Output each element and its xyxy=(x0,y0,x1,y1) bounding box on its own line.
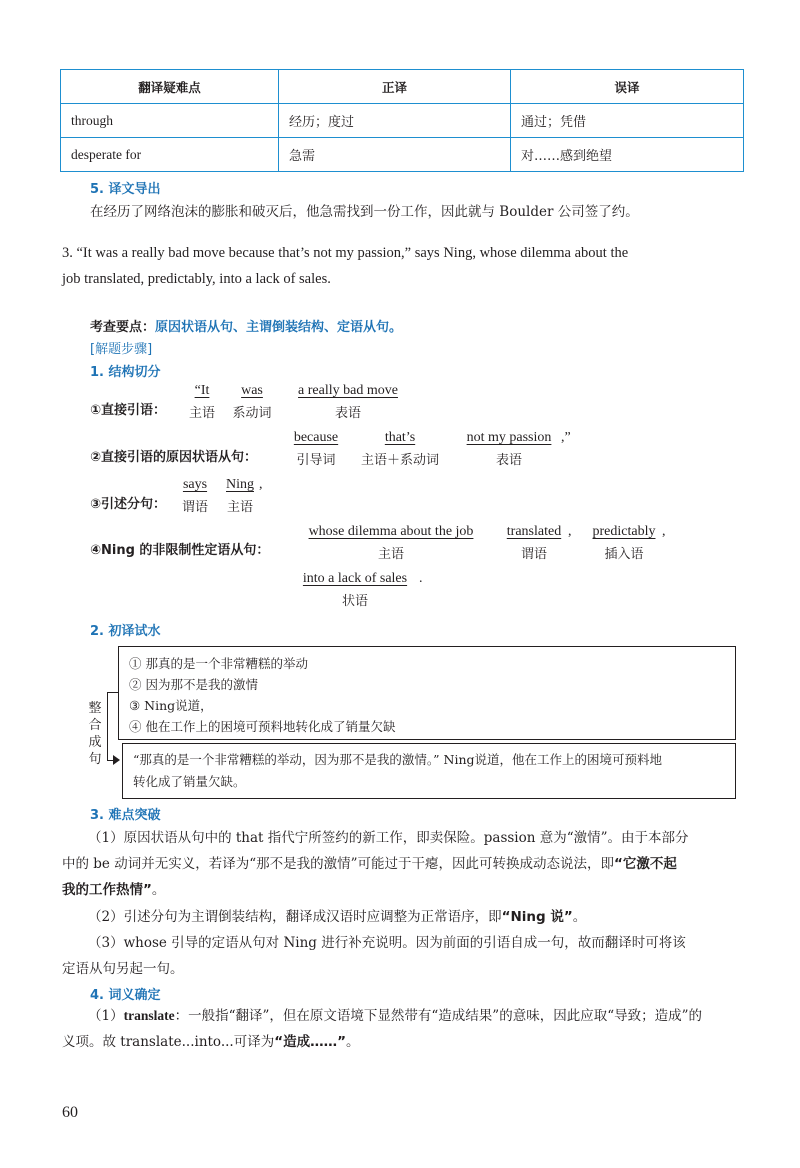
table-cell: 急需 xyxy=(279,138,511,172)
segment: a really bad move 表语 xyxy=(298,383,398,421)
table-header: 正译 xyxy=(279,70,511,104)
segment: predictably 插入语 xyxy=(592,524,656,562)
paragraph-line: 义项。故 translate...into...可译为“造成……”。 xyxy=(62,1034,360,1050)
page-number: 60 xyxy=(62,1104,78,1121)
segment: says 谓语 xyxy=(181,477,208,515)
draft-item: ② 因为那不是我的激情 xyxy=(129,677,258,692)
section-heading: 4. 词义确定 xyxy=(90,988,161,1003)
structure-label: ②直接引语的原因状语从句： xyxy=(90,450,258,465)
table-cell: 对……感到绝望 xyxy=(511,138,744,172)
paragraph-line: （3）whose 引导的定语从句对 Ning 进行补充说明。因为前面的引语自成一句，故而翻译时可将该 xyxy=(88,935,686,951)
table-header: 误译 xyxy=(511,70,744,104)
paragraph-line: （2）引述分句为主谓倒装结构，翻译成汉语时应调整为正常语序，即“Ning 说”。 xyxy=(88,909,587,925)
steps-label: [解题步骤] xyxy=(90,342,153,357)
paragraph-line: 定语从句另起一句。 xyxy=(62,961,184,977)
segment: whose dilemma about the job 主语 xyxy=(308,524,474,562)
question-line: job translated, predictably, into a lack of sales. xyxy=(62,271,331,287)
exam-points xyxy=(90,316,402,335)
segment: translated 谓语 xyxy=(506,524,562,562)
table-cell: desperate for xyxy=(61,138,279,172)
section-heading: 5. 译文导出 xyxy=(90,182,161,197)
segment: Ning 主语 xyxy=(226,477,254,515)
combined-sentence: 转化成了销量欠缺。 xyxy=(133,774,246,789)
draft-item: ③ Ning说道， xyxy=(129,698,213,713)
paragraph-line: （1）原因状语从句中的 that 指代宁所签约的新工作，即卖保险。passion 意为“激情”。由于本部分 xyxy=(88,830,689,846)
connector-line xyxy=(107,692,119,693)
section-heading: 1. 结构切分 xyxy=(90,365,161,380)
arrow-icon xyxy=(113,755,120,765)
merge-label: 整合成句 xyxy=(86,700,104,768)
segment: was 系动词 xyxy=(232,383,272,421)
question-line: 3. “It was a really bad move because that’s not my passion,” says Ning, whose dilemma about the xyxy=(62,245,629,261)
paragraph-line: 中的 be 动词并无实义，若译为“那不是我的激情”可能过于干瘪，因此可转换成动态说法，即“它激不起 xyxy=(62,856,677,872)
structure-label: ①直接引语： xyxy=(90,403,167,418)
segment: because 引导词 xyxy=(293,430,339,468)
connector-line xyxy=(107,692,108,761)
segment: not my passion 表语 xyxy=(466,430,552,468)
segment: into a lack of sales 状语 xyxy=(302,571,408,609)
punctuation: , xyxy=(259,477,263,492)
segment: “It 主语 xyxy=(188,383,215,421)
structure-label: ④Ning 的非限制性定语从句： xyxy=(90,543,270,558)
table-cell: 经历；度过 xyxy=(279,104,511,138)
punctuation: , xyxy=(568,524,572,539)
translation-text: 在经历了网络泡沫的膨胀和破灭后，他急需找到一份工作，因此就与 Boulder 公司签了约。 xyxy=(90,204,639,220)
combined-sentence: “那真的是一个非常糟糕的举动，因为那不是我的激情。” Ning说道，他在工作上的困境可预料地 xyxy=(133,752,662,767)
section-heading: 2. 初译试水 xyxy=(90,624,161,639)
section-heading: 3. 难点突破 xyxy=(90,808,161,823)
exam-points-label: 考查要点： xyxy=(90,320,156,335)
table-row xyxy=(61,138,744,172)
table-row xyxy=(61,104,744,138)
paragraph-line: （1）translate：一般指“翻译”，但在原文语境下显然带有“造成结果”的意味，因此应取“导致；造成”的 xyxy=(88,1008,703,1024)
punctuation: . xyxy=(419,571,423,586)
table-header-row xyxy=(61,70,744,104)
table-cell: through xyxy=(61,104,279,138)
draft-item: ① 那真的是一个非常糟糕的举动 xyxy=(129,656,308,671)
combined-sentence-box xyxy=(122,743,736,799)
table-header: 翻译疑难点 xyxy=(61,70,279,104)
draft-items-box xyxy=(118,646,736,740)
table-cell: 通过；凭借 xyxy=(511,104,744,138)
paragraph-line: 我的工作热情”。 xyxy=(62,882,166,898)
exam-points-text: 原因状语从句、主谓倒装结构、定语从句。 xyxy=(155,320,403,335)
punctuation: ,” xyxy=(561,430,571,445)
vocab-table xyxy=(60,69,744,172)
structure-label: ③引述分句： xyxy=(90,497,167,512)
draft-item: ④ 他在工作上的困境可预料地转化成了销量欠缺 xyxy=(129,719,396,734)
segment: that’s 主语＋系动词 xyxy=(360,430,439,468)
punctuation: , xyxy=(662,524,666,539)
